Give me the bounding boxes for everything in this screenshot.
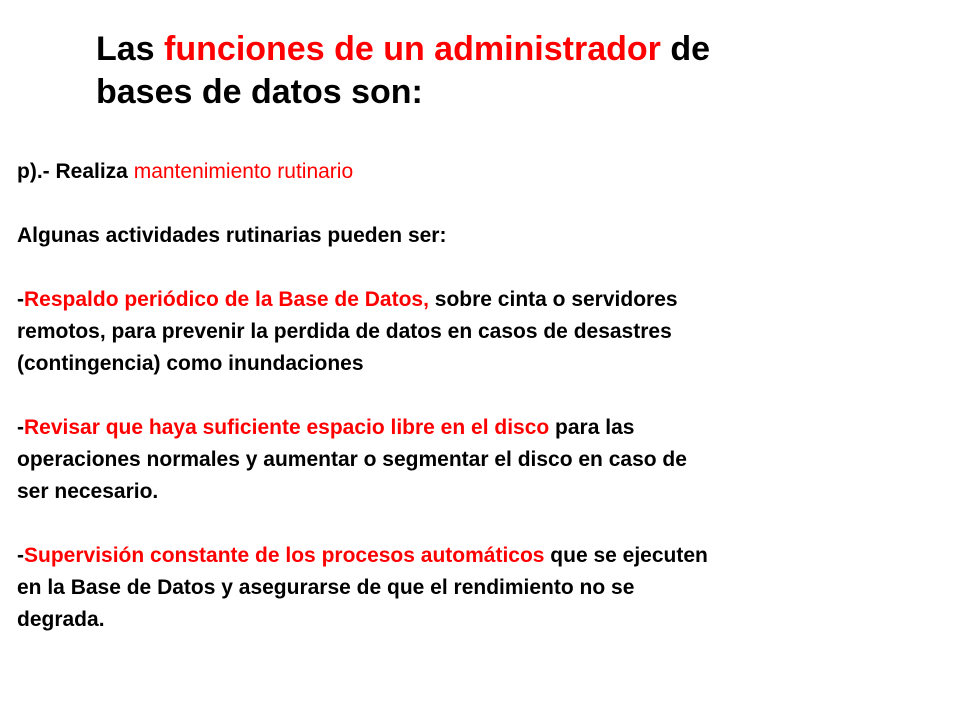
activity-disk-space xyxy=(17,412,947,508)
item-p xyxy=(17,156,947,188)
activity-text: que se ejecuten xyxy=(544,544,708,567)
activity-process-supervision xyxy=(17,540,947,636)
activities-intro: Algunas actividades rutinarias pueden ser: xyxy=(17,224,447,247)
item-p-highlight: mantenimiento rutinario xyxy=(133,160,354,183)
activity-dash: - xyxy=(17,416,24,439)
spacer xyxy=(17,508,947,540)
item-p-prefix: p).- Realiza xyxy=(17,160,134,183)
activity-text: ser necesario. xyxy=(17,480,159,503)
title-text: Las xyxy=(96,30,165,68)
activity-highlight: Respaldo periódico de la Base de Datos, xyxy=(24,288,429,311)
slide-body xyxy=(17,156,947,636)
activity-text: operaciones normales y aumentar o segmentar el disco en caso de xyxy=(17,448,687,471)
spacer xyxy=(17,188,947,220)
activity-text: (contingencia) como inundaciones xyxy=(17,352,364,375)
activity-dash: - xyxy=(17,544,24,567)
activity-highlight: Supervisión constante de los procesos automáticos xyxy=(24,544,545,567)
activity-highlight: Revisar que haya suficiente espacio libre en el disco xyxy=(24,416,550,439)
spacer xyxy=(17,380,947,412)
activity-backup xyxy=(17,284,947,380)
title-line2: bases de datos son: xyxy=(96,73,423,111)
activity-dash: - xyxy=(17,288,24,311)
spacer xyxy=(17,252,947,284)
activity-text: en la Base de Datos y asegurarse de que el rendimiento no se xyxy=(17,576,635,599)
activity-text: remotos, para prevenir la perdida de datos en casos de desastres xyxy=(17,320,672,343)
activity-text: para las xyxy=(549,416,635,439)
activity-text: degrada. xyxy=(17,608,105,631)
slide-title xyxy=(96,28,856,114)
activity-text: sobre cinta o servidores xyxy=(428,288,678,311)
title-highlight: funciones de un administrador xyxy=(164,30,661,68)
title-text-end: de xyxy=(660,30,711,68)
